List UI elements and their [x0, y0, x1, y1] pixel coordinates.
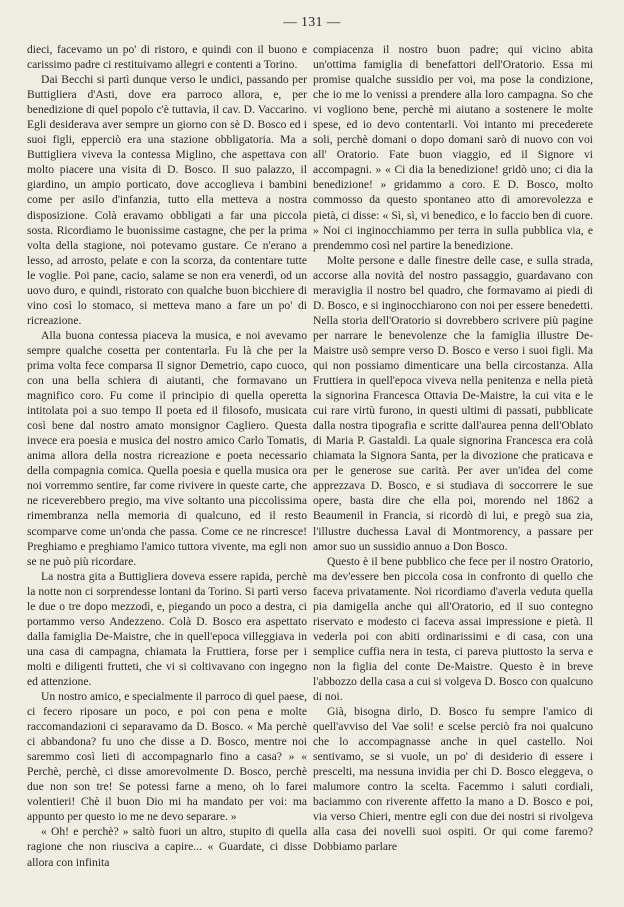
paragraph: « Oh! e perchè? » saltò fuori un altro, stupito di quella ragione che non riusciva a capire... « Guardate, ci disse allora con infinita [27, 825, 307, 869]
paragraph: Questo è il bene pubblico che fece per il nostro Oratorio, ma dev'essere ben piccola cosa in confronto di quello che faceva privatamente. Noi ricordiamo d'averla veduta quella pia damigella anche qui all'Oratorio, ed il suo contegno riservato e modesto ci faceva assai impressione e pietà. Il vederla poi con abiti ordinarissimi e di casa, con una semplice cuffia nera in testa, ci pareva piuttosto la serva e non la figlia del conte De-Maistre. Questo è in breve l'abbozzo della casa a cui si volgeva D. Bosco con qualcuno di noi. [313, 554, 593, 704]
right-column [313, 42, 593, 855]
paragraph: Già, bisogna dirlo, D. Bosco fu sempre l'amico di quell'avviso del Vae soli! e scelse perciò fra noi qualcuno che lo accompagnasse anche in quel castello. Noi sentivamo, se si vuole, un po' di desiderio di essere i prescelti, ma nessuna invidia per chi D. Bosco eleggeva, o malumore contro la scelta. Facemmo i saluti cordiali, baciammo con riverente affetto la mano a D. Bosco e poi, via verso Chieri, mentre egli con due dei nostri si rivolgeva alla casa dei novelli suoi ospiti. Or qui come faremo? Dobbiamo parlare [313, 705, 593, 854]
paragraph: La nostra gita a Buttigliera doveva essere rapida, perchè la notte non ci sorprendesse lontani da Torino. Si partì verso le due o tre dopo mezzodì, e, piegando un poco a destra, ci portammo verso Andezzeno. Colà D. Bosco era aspettato dalla famiglia De-Maistre, che in quell'epoca villeggiava in una casa di campagna, chiamata la Fruttiera, forse per i molti e diligenti frutteti, che vi si coltivavano con ingegno ed attenzione. [27, 569, 307, 688]
paragraph: Alla buona contessa piaceva la musica, e noi avevamo sempre qualche cosetta per contentarla. Fu là che per la prima volta fece comparsa Il signor Demetrio, capo cuoco, con una bella schiera di aiutanti, che formavano un magnifico coro. Fu come il principio di quella operetta intitolata poi a suo tempo Il poeta ed il filosofo, musicata così bene dal nostro amato monsignor Cagliero. Questa invece era poesia e musica del nostro amico Carlo Tomatis, anima allora della nostra ricreazione e poeta necessario della compagnia comica. Quella poesia e quella musica ora noi vorremmo sentire, far come rivivere in queste carte, che ne riceverebbero pregio, ma vive soltanto una piccolissima rimembranza nella memoria di qualcuno, ed il resto scomparve come un'onda che passa. Come ce ne rincresce! Preghiamo e preghiamo l'amico tuttora vivente, ma egli non se ne può più ricordare. [27, 328, 307, 568]
page-number: — 131 — [283, 14, 341, 29]
left-column [27, 42, 307, 870]
paragraph: Molte persone e dalle finestre delle case, e sulla strada, accorse alla novità del nostro passaggio, guardavano con meraviglia il nostro bel quadro, che formavamo ai piedi di D. Bosco, e si inginocchiarono con noi per essere benedetti. Nella storia dell'Oratorio si dovrebbero scrivere più pagine per narrare le benevolenze che la famiglia illustre De-Maistre usò sempre verso D. Bosco e verso i suoi figli. Ma qui non possiamo dimenticare una bella circostanza. Alla Fruttiera in quell'epoca viveva nella penitenza e nella pietà la signorina Francesca Ottavia De-Maistre, la cui vita e le cui rare virtù furono, in questi ultimi di passati, pubblicate dalla nostra tipografia e scritte dall'aurea penna dell'Oblato di Maria P. Gastaldi. La quale signorina Francesca era colà chiamata la Signora Santa, per la divozione che praticava e per le generose sue carità. Per aver un'idea del come apprezzava D. Bosco, e si studiava di soccorrere le sue opere, basta dire che ella poi, morendo nel 1862 a Beaumenil in Francia, si ricordò di lui, e pregò sua zia, l'illustre duchessa Laval di Montmorency, a passare per amor suo un sussidio annuo a Don Bosco. [313, 253, 593, 553]
paragraph: Dai Becchi si partì dunque verso le undici, passando per Buttigliera d'Asti, dove era parroco allora, e, per benedizione di quel popolo c'è tuttavia, il cav. D. Vaccarino. Egli desiderava aver sempre un giorno con sè D. Bosco ed i suoi figli, epperciò era una stazione obbligatoria. Ma a Buttigliera viveva la contessa Miglino, che aspettava con molto piacere una visita di D. Bosco. Il suo palazzo, il giardino, un ampio porticato, dove accoglieva i bambini come per asilo d'infanzia, tutto ella metteva a nostra disposizione. Colà eravamo obbligati a far una piccola sosta. Ricordiamo le buonissime castagne, che per la prima volta della stagione, noi potevamo gustare. Ce n'erano a lesso, ad arrosto, pelate e con la scorza, da contentare tutte le voglie. Poi pane, cacio, salame se non era venerdì, od un uovo duro, e quindi, ristorato con qualche buon bicchiere di vino così lo stomaco, si metteva mano a fare un po' di ricreazione. [27, 73, 307, 327]
paragraph: dieci, facevamo un po' di ristoro, e quindi con il buono e carissimo padre ci restituivamo allegri e contenti a Torino. [27, 43, 307, 72]
paragraph: compiacenza il nostro buon padre; qui vicino abita un'ottima famiglia di benefattori dell'Oratorio. Essa mi promise qualche sussidio per voi, ma pose la condizione, che io me lo venissi a prendere alla loro campagna. So che vi vogliono bene, perchè mi aiutano a sostenere le molte spese, ed io devo contentarli. Voi intanto mi precederete soli, perchè domani o dopo domani sarò di nuovo con voi all' Oratorio. Fate buon viaggio, ed il Signore vi accompagni. » « Ci dia la benedizione! gridò uno; ci dia la benedizione! » gridammo a coro. E D. Bosco, molto commosso da questo spontaneo atto di amorevolezza e pietà, ci disse: « Sì, sì, vi benedico, e lo faccio ben di cuore. » Noi ci inginocchiammo per terra in sulla pubblica via, e prendemmo così nel partire la benedizione. [313, 43, 593, 252]
paragraph: Un nostro amico, e specialmente il parroco di quel paese, ci fecero riposare un poco, e poi con pena e molte raccomandazioni ci separavamo da D. Bosco. « Ma perchè ci abbandona? fu uno che disse a D. Bosco, mentre noi saremmo così lieti di accompagnarlo fino a casa? » « Perchè, perchè, ci disse amorevolmente D. Bosco, perchè due non son tre! Se potessi farne a meno, oh lo farei volentieri! Chè il buon Dio mi ha mandato per voi: ma appunto per questo io me ne devo separare. » [27, 690, 307, 824]
